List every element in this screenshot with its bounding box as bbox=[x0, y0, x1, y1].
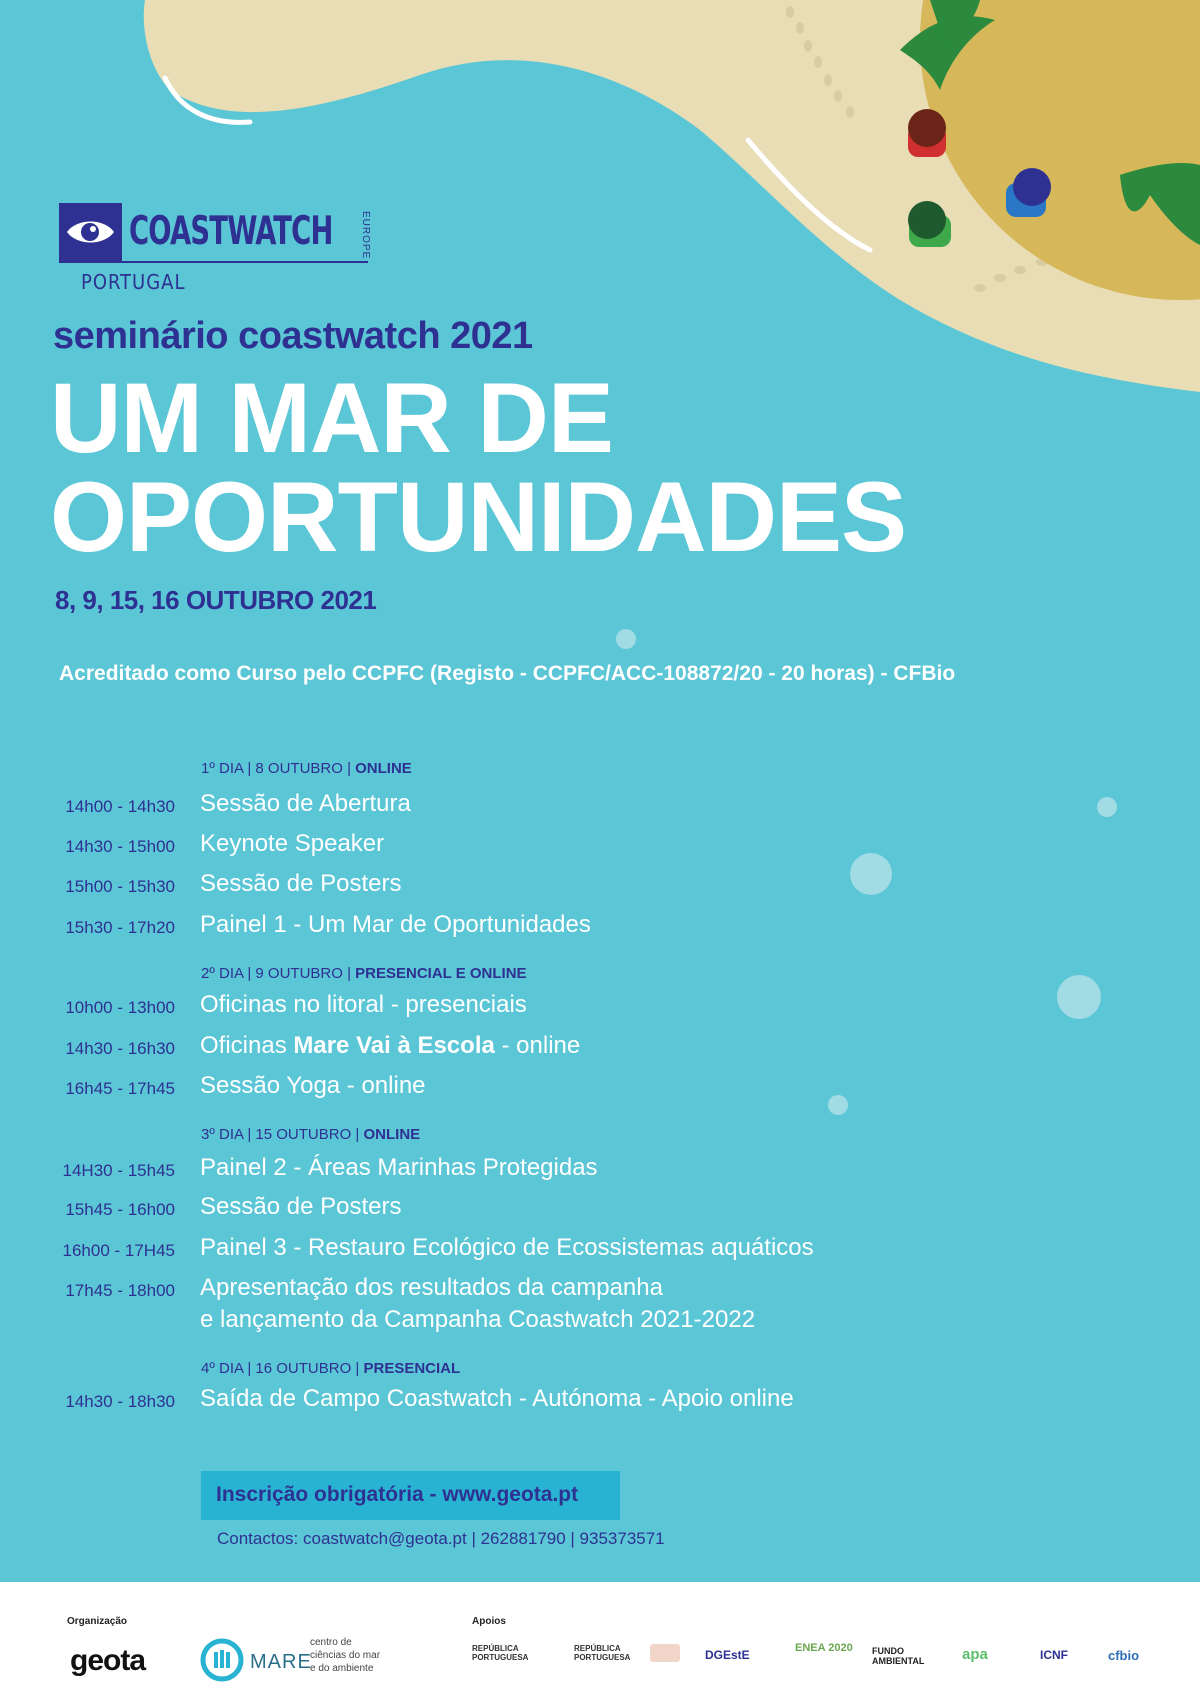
day-4-date: 4º DIA | 16 OUTUBRO | bbox=[201, 1360, 364, 1377]
schedule-time: 14h00 - 14h30 bbox=[65, 797, 175, 816]
day-3-mode: ONLINE bbox=[363, 1126, 421, 1143]
schedule-event: Keynote Speaker bbox=[200, 830, 385, 857]
event-text: - online bbox=[494, 1032, 581, 1059]
mare-desc-line: e do ambiente bbox=[310, 1663, 374, 1674]
schedule-event: Painel 2 - Áreas Marinhas Protegidas bbox=[200, 1154, 598, 1181]
eye-icon bbox=[59, 203, 122, 261]
sponsor-logo: REPÚBLICA PORTUGUESA bbox=[574, 1644, 631, 1662]
registration-banner[interactable] bbox=[201, 1471, 620, 1520]
logo-europe: EUROPE bbox=[360, 211, 371, 260]
schedule-event: Sessão de Posters bbox=[200, 870, 402, 897]
day-2-mode: PRESENCIAL E ONLINE bbox=[355, 965, 527, 982]
schedule-event: Saída de Campo Coastwatch - Autónoma - Apoio online bbox=[200, 1385, 794, 1412]
schedule-event: Painel 1 - Um Mar de Oportunidades bbox=[200, 911, 591, 938]
title-line-1: UM MAR DE bbox=[50, 362, 613, 473]
schedule-time: 10h00 - 13h00 bbox=[65, 998, 175, 1017]
schedule-event: Oficinas no litoral - presenciais bbox=[200, 991, 527, 1018]
sponsor-logo-mark bbox=[650, 1644, 680, 1662]
mare-description bbox=[310, 1636, 380, 1675]
schedule-event bbox=[200, 1030, 580, 1062]
day-4-header bbox=[201, 1360, 460, 1377]
schedule-event: Sessão de Posters bbox=[200, 1193, 402, 1220]
sponsor-logo: cfbio bbox=[1108, 1648, 1140, 1663]
support-label: Apoios bbox=[472, 1616, 506, 1627]
schedule-time: 15h00 - 15h30 bbox=[65, 877, 175, 896]
page-title bbox=[50, 362, 907, 572]
day-1-header bbox=[201, 760, 412, 777]
day-1-mode: ONLINE bbox=[355, 760, 412, 777]
event-line: e lançamento da Campanha Coastwatch 2021-2022 bbox=[200, 1306, 756, 1333]
accreditation-text: Acreditado como Curso pelo CCPFC (Registo - CCPFC/ACC-108872/20 - 20 horas) - CFBio bbox=[59, 662, 956, 685]
mare-desc-line: centro de bbox=[310, 1637, 352, 1648]
sponsor-logo: FUNDO AMBIENTAL bbox=[872, 1646, 925, 1666]
mare-desc-line: ciências do mar bbox=[310, 1650, 381, 1661]
sponsor-logo: REPÚBLICA PORTUGUESA bbox=[472, 1644, 529, 1662]
schedule-event: Sessão de Abertura bbox=[200, 790, 411, 817]
schedule-time: 15h30 - 17h20 bbox=[65, 918, 175, 937]
organization-label: Organização bbox=[67, 1616, 128, 1627]
day-3-date: 3º DIA | 15 OUTUBRO | bbox=[201, 1126, 364, 1143]
coastwatch-logo bbox=[59, 203, 371, 261]
schedule-event bbox=[200, 1272, 755, 1336]
schedule-time: 14h30 - 15h00 bbox=[65, 837, 175, 856]
logo-country: PORTUGAL bbox=[81, 270, 186, 294]
event-line: Apresentação dos resultados da campanha bbox=[200, 1274, 663, 1301]
registration-link[interactable]: Inscrição obrigatória - www.geota.pt bbox=[216, 1483, 579, 1506]
seminar-subtitle: seminário coastwatch 2021 bbox=[53, 315, 533, 357]
schedule-time: 14h30 - 18h30 bbox=[65, 1392, 175, 1411]
sponsor-logo: ICNF bbox=[1040, 1648, 1068, 1662]
schedule-time: 17h45 - 18h00 bbox=[65, 1281, 175, 1300]
schedule-time: 16h45 - 17h45 bbox=[65, 1079, 175, 1098]
day-2-date: 2º DIA | 9 OUTUBRO | bbox=[201, 965, 356, 982]
logo-name: COASTWATCH bbox=[129, 209, 333, 254]
sponsor-logo: apa bbox=[962, 1646, 988, 1663]
day-3-header bbox=[201, 1126, 420, 1143]
mare-logo bbox=[200, 1638, 244, 1685]
day-1-date: 1º DIA | 8 OUTUBRO | bbox=[201, 760, 356, 777]
schedule-time: 14H30 - 15h45 bbox=[62, 1161, 175, 1180]
bucket-red bbox=[908, 109, 946, 157]
sponsor-logo: DGEstE bbox=[705, 1648, 750, 1662]
sponsor-logo: ENEA 2020 bbox=[795, 1642, 853, 1654]
schedule-time: 14h30 - 16h30 bbox=[65, 1039, 175, 1058]
sponsors-footer bbox=[0, 1582, 1200, 1698]
contacts-text: Contactos: coastwatch@geota.pt | 262881790 | 935373571 bbox=[217, 1529, 665, 1548]
title-line-2: OPORTUNIDADES bbox=[50, 461, 907, 572]
schedule-time: 16h00 - 17H45 bbox=[62, 1241, 175, 1260]
schedule-event: Painel 3 - Restauro Ecológico de Ecossistemas aquáticos bbox=[200, 1234, 814, 1261]
schedule-event: Sessão Yoga - online bbox=[200, 1072, 426, 1099]
schedule-time: 15h45 - 16h00 bbox=[65, 1200, 175, 1219]
event-text: Oficinas bbox=[200, 1032, 294, 1059]
geota-logo: geota bbox=[70, 1644, 146, 1677]
day-4-mode: PRESENCIAL bbox=[363, 1360, 461, 1377]
logo-underline bbox=[59, 261, 368, 263]
event-dates: 8, 9, 15, 16 OUTUBRO 2021 bbox=[55, 585, 377, 615]
mare-icon bbox=[200, 1638, 244, 1682]
mare-name: MARE bbox=[250, 1651, 312, 1673]
event-highlight: Mare Vai à Escola bbox=[293, 1032, 495, 1059]
day-2-header bbox=[201, 965, 527, 982]
